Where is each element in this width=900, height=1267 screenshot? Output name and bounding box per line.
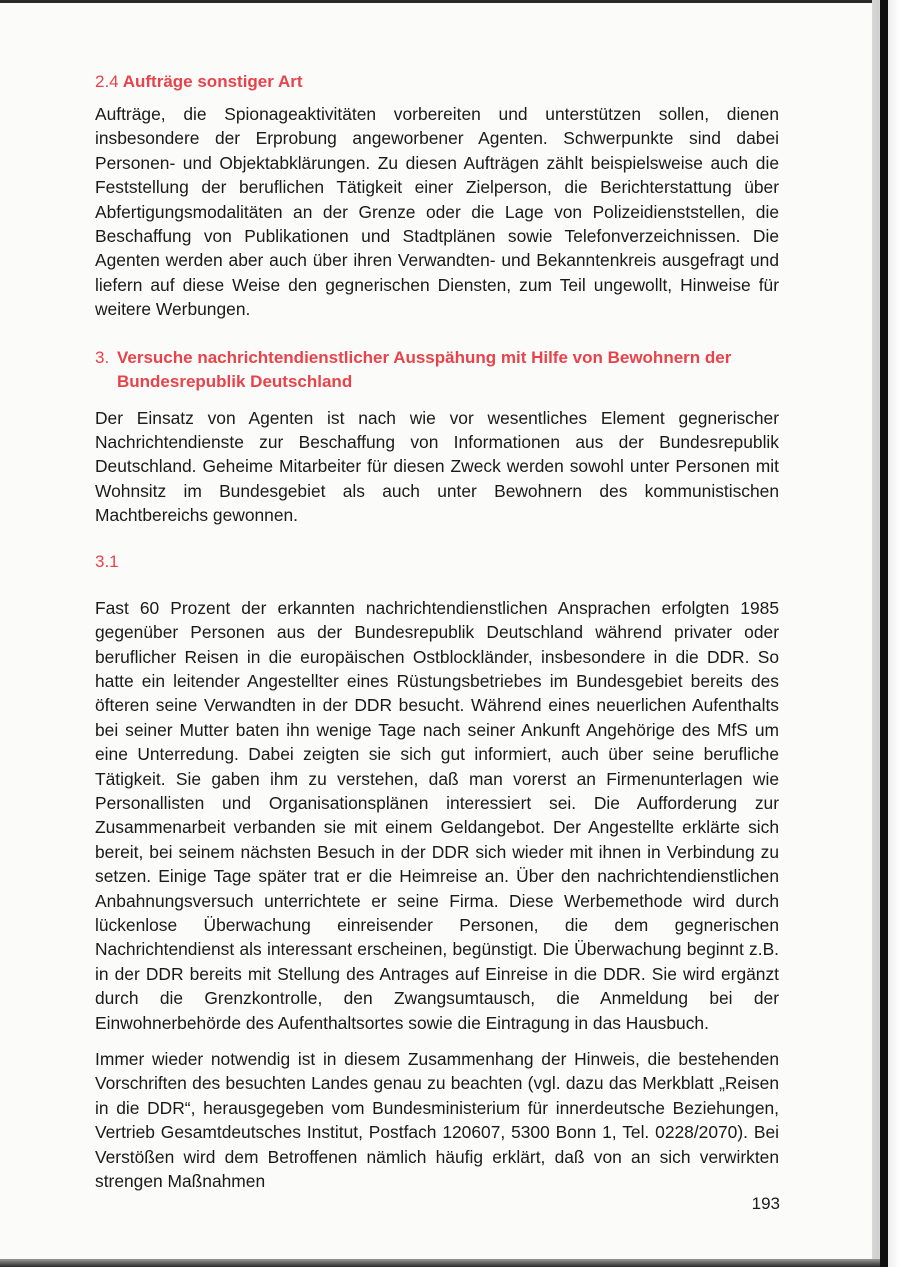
section-number: 3.1 (95, 551, 119, 571)
paragraph-section-3-1-first: Fast 60 Prozent der erkannten nachrichtendienstlichen Ansprachen erfolgten 1985 gegenüber Personen aus der Bundesrepublik Deutschland während privater oder beruflicher Reisen in die europäischen Ostblockländer, insbesondere in die DDR. So hatte ein leitender Angestellter eines Rüstungsbetriebes im Bundesgebiet bereits des öfteren seine Verwandten in der DDR besucht. Während eines neuerlichen Aufenthalts bei seiner Mutter baten ihn wenige Tage nach seiner Ankunft Angehörige des MfS um eine Unterredung. Dabei zeigten sie sich gut informiert, auch über seine berufliche Tätigkeit. Sie gaben ihm zu verstehen, daß man vorerst an Firmenunterlagen wie Personallisten und Organisationsplänen interessiert sei. Die Aufforderung zur Zusammenarbeit verbanden sie mit einem Geldangebot. Der Angestellte erklärte sich bereit, bei seinem nächsten Besuch in der DDR sich wieder mit ihnen in Verbindung zu setzen. Einige Tage später trat er die Heimreise an. Über den nachrichtendienstlichen Anbahnungsversuch unterrichtete er seine Firma. Diese Werbemethode wird durch lückenlose Überwachung einreisender Personen, die dem gegnerischen Nachrichtendienst als interessant erscheinen, begünstigt. Die Überwachung beginnt z.B. in der DDR bereits mit Stellung des Antrages auf Einreise in die DDR. Sie wird ergänzt durch die Grenzkontrolle, den Zwangsumtausch, die Anmeldung bei der Einwohnerbehörde des Aufenthaltsortes sowie die Eintragung in das Hausbuch. (95, 597, 779, 1033)
page-number: 193 (751, 1194, 780, 1213)
scan-edge-right (880, 0, 888, 1267)
section-number: 2.4 (95, 72, 119, 91)
section-title: Versuche nachrichtendienstlicher Ausspähung mit Hilfe von Bewohnern der Bundesrepublik Deutschland (117, 347, 732, 391)
paragraph-section-3-1-second: Immer wieder notwendig ist in diesem Zusammenhang der Hinweis, die bestehenden Vorschriften des besuchten Landes genau zu beachten (vgl. dazu das Merkblatt „Reisen in die DDR“, herausgegeben vom Bundesministerium für innerdeutsche Beziehungen, Vertrieb Gesamtdeutsches Institut, Postfach 120607, 5300 Bonn 1, Tel. 0228/2070). Bei Verstößen wird dem Betroffenen nämlich häufig erklärt, daß von an sich verwirkten strengen Maßnahmen (95, 1049, 779, 1192)
scan-edge-top (0, 0, 872, 3)
scan-edge-bottom (0, 1259, 880, 1267)
section-title: Aufträge sonstiger Art (122, 72, 303, 91)
section-number: 3. (95, 347, 110, 367)
paragraph-section-3: Der Einsatz von Agenten ist nach wie vor wesentliches Element gegnerischer Nachrichtendienste zur Beschaffung von Informationen aus der Bundesrepublik Deutschland. Geheime Mitarbeiter für diesen Zweck werden sowohl unter Personen mit Wohnsitz im Bundesgebiet als auch unter Bewohnern des kommunistischen Machtbereichs gewonnen. (95, 407, 779, 526)
paragraph-section-2-4: Aufträge, die Spionageaktivitäten vorbereiten und unterstützen sollen, dienen insbesondere der Erprobung angeworbener Agenten. Schwerpunkte sind dabei Personen- und Objektabklärungen. Zu diesen Aufträgen zählt beispielsweise auch die Feststellung der beruflichen Tätigkeit einer Zielperson, die Berichterstattung über Abfertigungsmodalitäten an der Grenze oder die Lage von Polizeidienststellen, die Beschaffung von Publikationen und Stadtplänen sowie Telefonverzeichnissen. Die Agenten werden aber auch über ihren Verwandten- und Bekanntenkreis ausgefragt und liefern auf diese Weise den gegnerischen Diensten, zum Teil ungewollt, Hinweise für weitere Werbungen. (95, 104, 779, 320)
heading-section-3-1 (95, 550, 779, 574)
heading-section-2-4 (95, 70, 779, 94)
heading-section-3 (95, 346, 779, 394)
page-content (95, 70, 779, 1193)
